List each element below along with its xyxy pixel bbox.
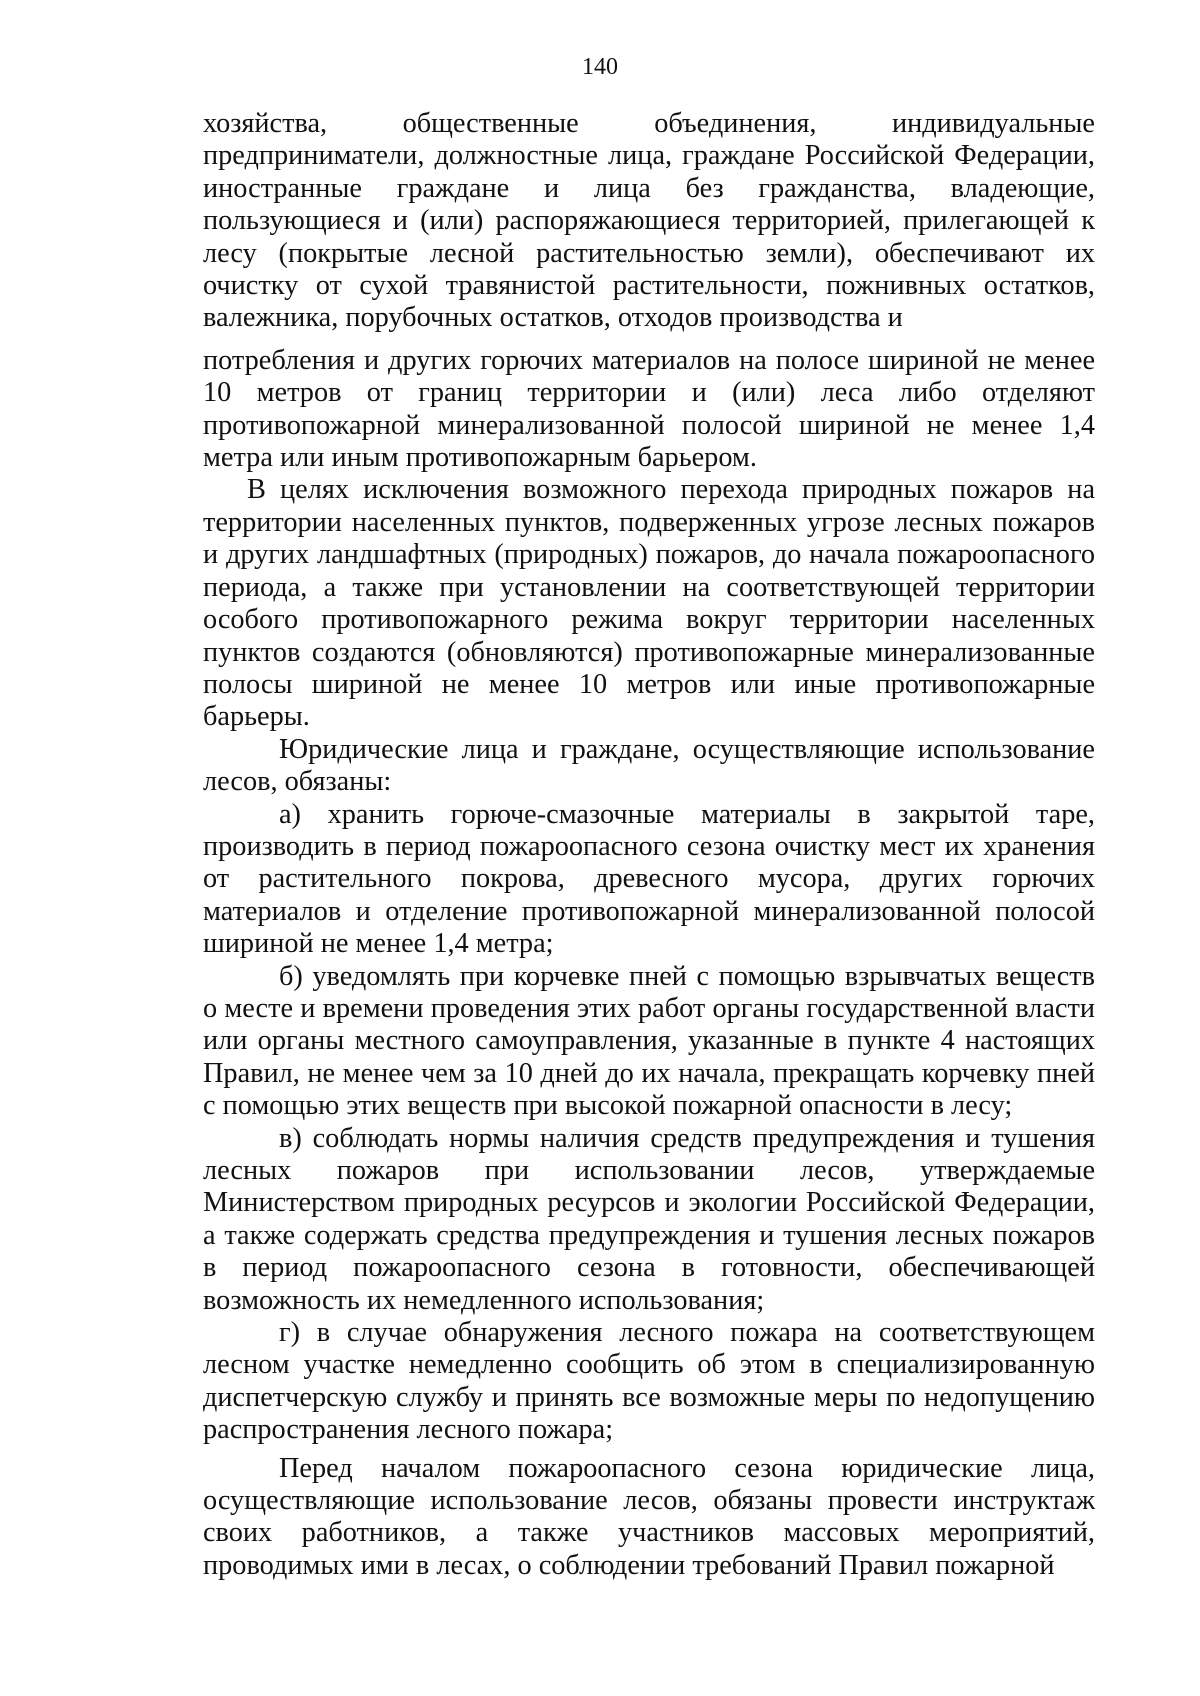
paragraph-clearance-strip: потребления и других горючих материалов на полосе шириной не менее 10 метров от границ территории и (или) леса либо отделяют противопожарной минерализованной полосой шириной не менее 1,4 метра или иным противопожарным барьером.	[203, 344, 1095, 474]
paragraph-briefing: Перед началом пожароопасного сезона юридические лица, осуществляющие использование лесов, обязаны провести инструктаж своих работников, а также участников массовых мероприятий, проводимых ими в лесах, о соблюдении требований Правил пожарной	[203, 1452, 1095, 1581]
list-item-v: в) соблюдать нормы наличия средств предупреждения и тушения лесных пожаров при использовании лесов, утверждаемые Министерством природных ресурсов и экологии Российской Федерации, а также содержать средства предупреждения и тушения лесных пожаров в период пожароопасного сезона в готовности, обеспечивающей возможность их немедленного использования;	[203, 1122, 1095, 1316]
paragraph-landowners-cleanup: хозяйства, общественные объединения, индивидуальные предприниматели, должностные лица, граждане Российской Федерации, иностранные граждане и лица без гражданства, владеющие, пользующиеся и (или) распоряжающиеся территорией, прилегающей к лесу (покрытые лесной растительностью земли), обеспечивают их очистку от сухой травянистой растительности, пожнивных остатков, валежника, порубочных остатков, отходов производства и	[203, 108, 1095, 334]
paragraph-forest-users-obligations: Юридические лица и граждане, осуществляющие использование лесов, обязаны:	[203, 733, 1095, 798]
list-item-a: а) хранить горюче-смазочные материалы в закрытой таре, производить в период пожароопасного сезона очистку мест их хранения от растительного покрова, древесного мусора, других горючих материалов и отделение противопожарной минерализованной полосой шириной не менее 1,4 метра;	[203, 798, 1095, 960]
document-body	[203, 108, 1095, 1582]
list-item-b: б) уведомлять при корчевке пней с помощью взрывчатых веществ о месте и времени проведения этих работ органы государственной власти или органы местного самоуправления, указанные в пункте 4 настоящих Правил, не менее чем за 10 дней до их начала, прекращать корчевку пней с помощью этих веществ при высокой пожарной опасности в лесу;	[203, 960, 1095, 1122]
page-number: 140	[582, 54, 618, 80]
paragraph-settlement-barriers: В целях исключения возможного перехода природных пожаров на территории населенных пунктов, подверженных угрозе лесных пожаров и других ландшафтных (природных) пожаров, до начала пожароопасного периода, а также при установлении на соответствующей территории особого противопожарного режима вокруг территории населенных пунктов создаются (обновляются) противопожарные минерализованные полосы шириной не менее 10 метров или иные противопожарные барьеры.	[203, 474, 1095, 733]
list-item-g: г) в случае обнаружения лесного пожара на соответствующем лесном участке немедленно сообщить об этом в специализированную диспетчерскую службу и принять все возможные меры по недопущению распространения лесного пожара;	[203, 1317, 1095, 1446]
